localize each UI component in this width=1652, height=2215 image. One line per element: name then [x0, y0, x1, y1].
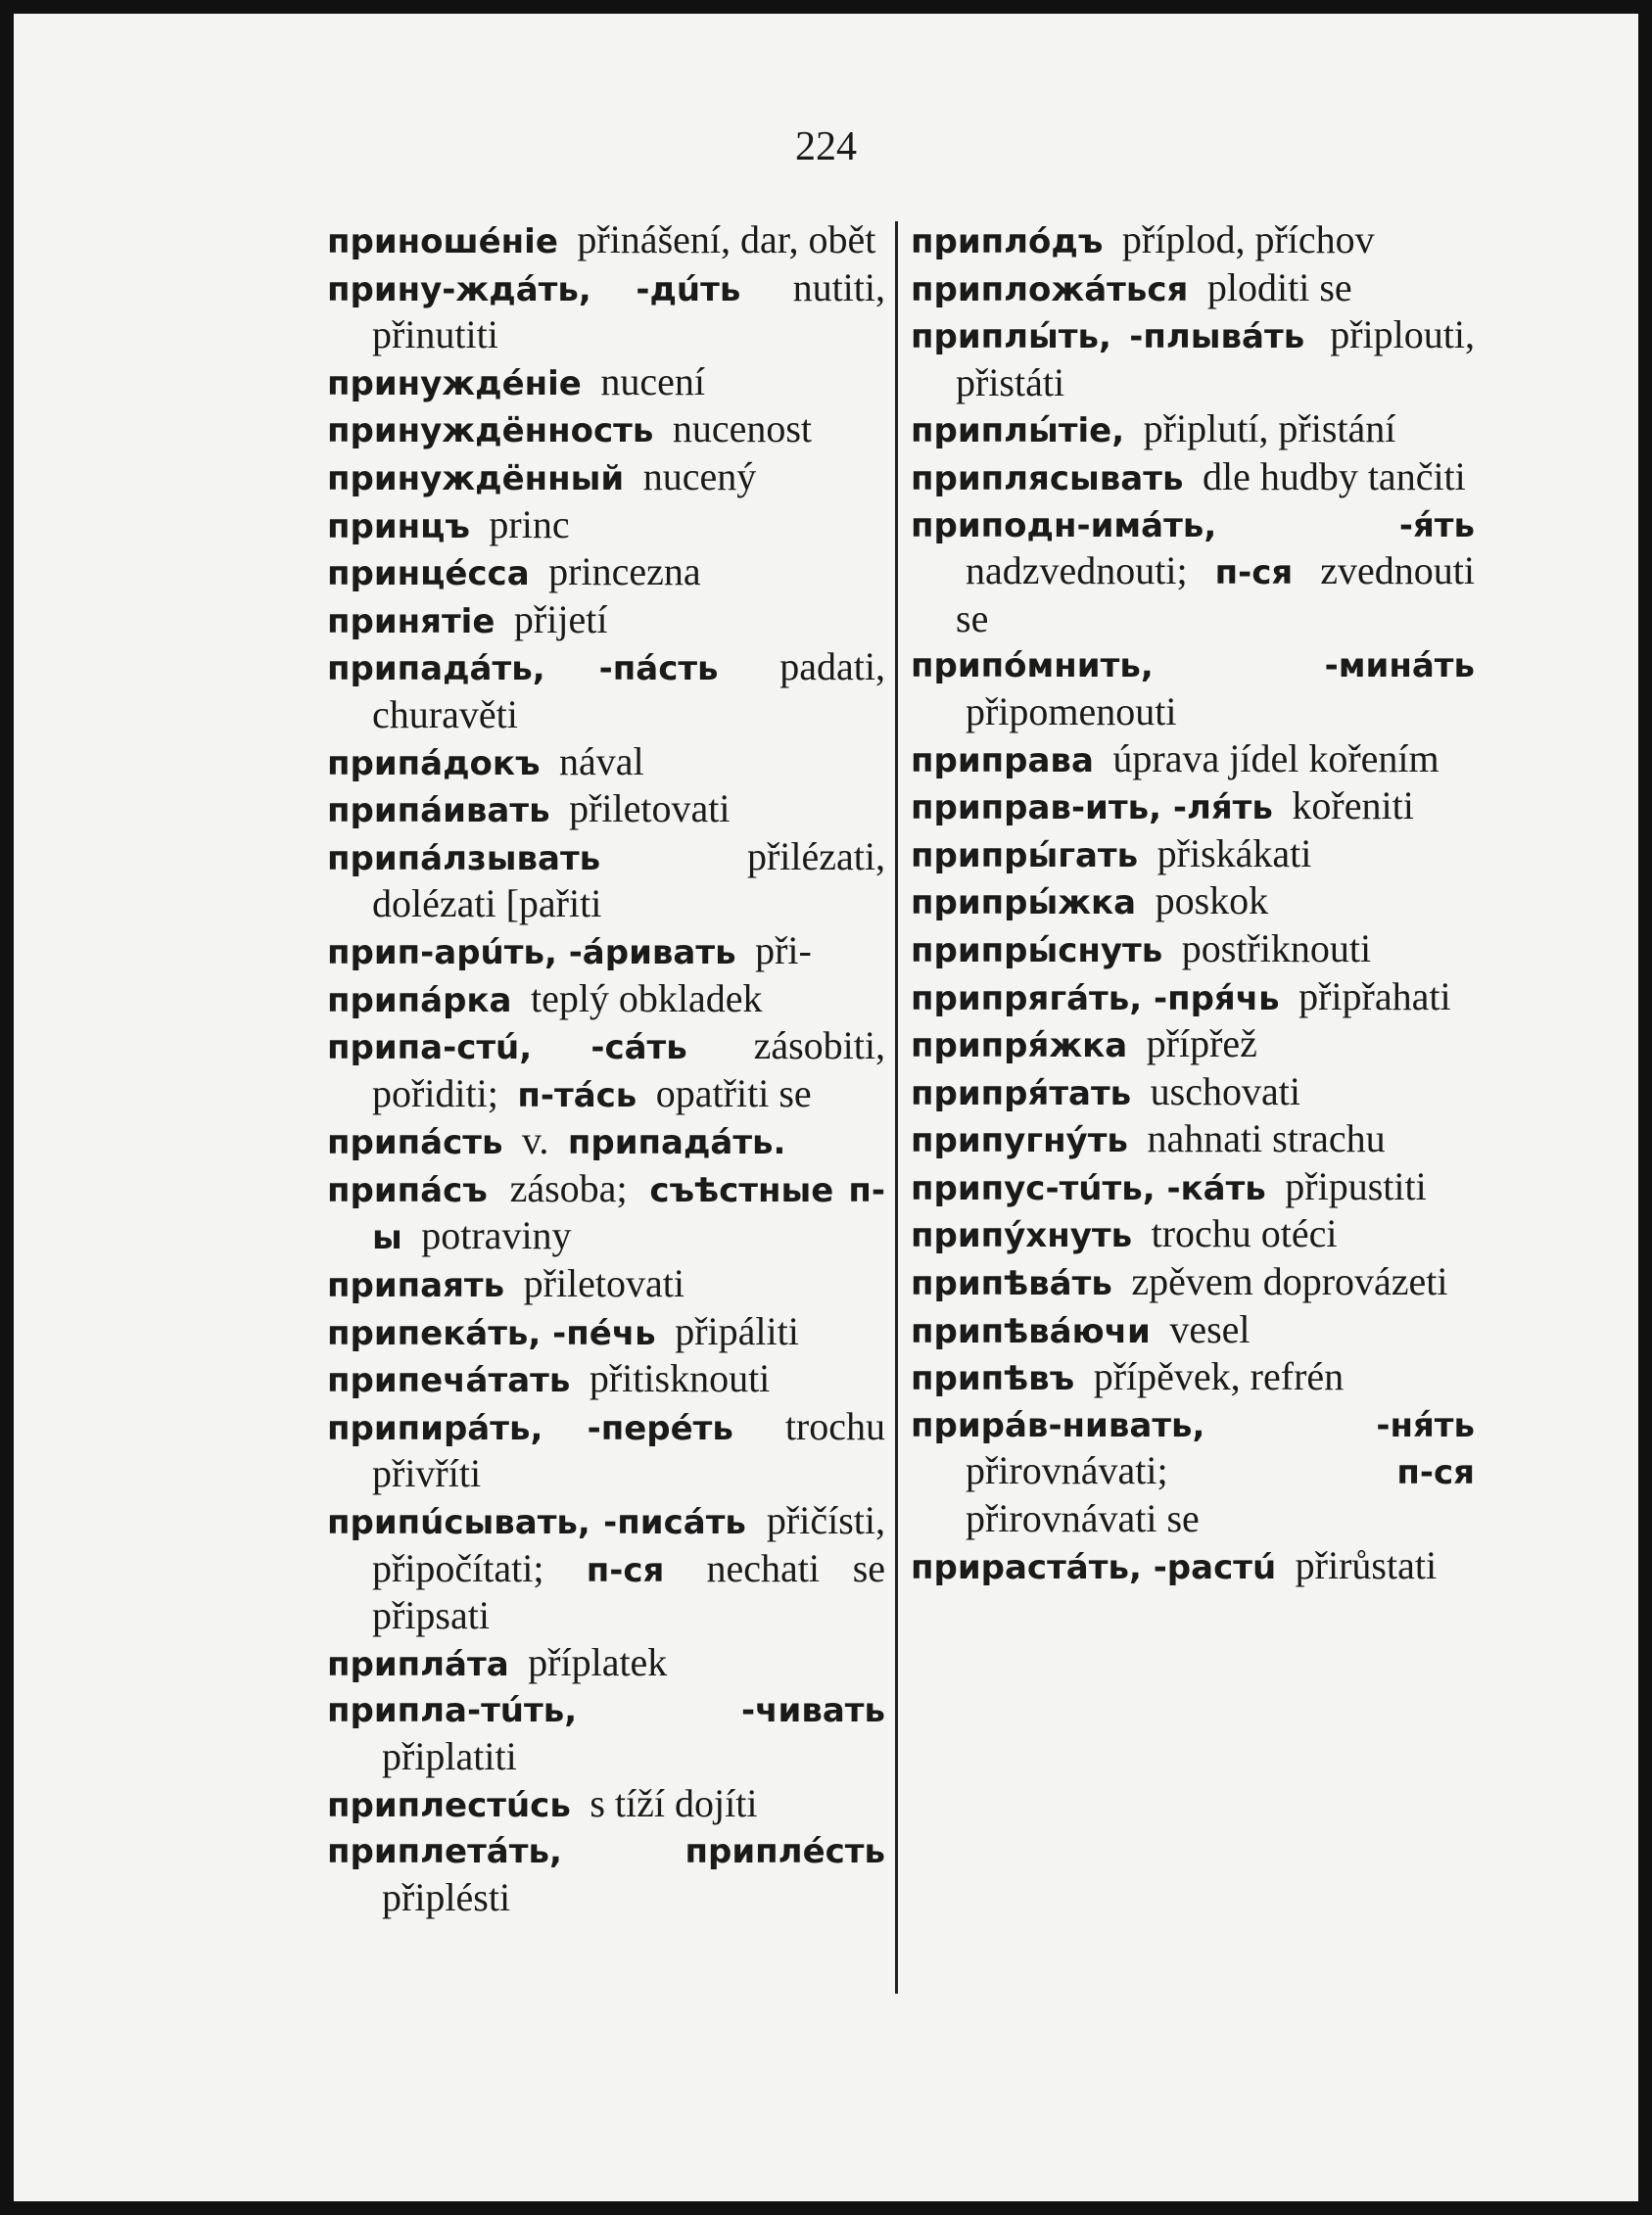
headword: припечáтать: [327, 1361, 571, 1401]
headword: припѣвáючи: [911, 1311, 1151, 1351]
dictionary-entry: [911, 783, 1475, 831]
headword: припря́жка: [911, 1026, 1128, 1066]
definition: uschovati: [1150, 1068, 1300, 1113]
definition: přinášení, dar, obět: [577, 217, 876, 261]
dictionary-entry: [911, 1259, 1475, 1307]
dictionary-entry: [327, 406, 885, 454]
dictionary-entry: [327, 597, 885, 645]
headword: принцъ: [327, 506, 470, 546]
headword: приправ-ить, -ля́ть: [911, 788, 1273, 828]
headword: припѣвъ: [911, 1359, 1075, 1399]
definition: nahnati strachu: [1147, 1116, 1386, 1161]
headword: припадáть, -пáсть: [327, 649, 719, 689]
definition: připáliti: [675, 1308, 799, 1353]
headword: припáсъ: [327, 1170, 488, 1210]
dictionary-entry: [911, 454, 1475, 502]
definition: přirovnávati se: [966, 1496, 1200, 1541]
definition: princ: [489, 501, 570, 546]
dictionary-entry: [911, 265, 1475, 313]
definition: přijetí: [513, 596, 608, 641]
headword: припáлзывать: [327, 838, 601, 878]
dictionary-entry: [327, 1166, 885, 1261]
headword: припадáть.: [567, 1123, 786, 1163]
dictionary-entry: [911, 736, 1475, 784]
dictionary-entry: [327, 1640, 885, 1688]
dictionary-entry: [327, 1687, 885, 1780]
headword: припу́хнуть: [911, 1216, 1133, 1256]
dictionary-entry: [911, 217, 1475, 265]
definition: příplod, příchov: [1121, 217, 1375, 261]
definition: ploditi se: [1206, 264, 1352, 309]
dictionary-entry: [327, 739, 885, 787]
headword: принуждённость: [327, 411, 654, 451]
definition: přičísti, připočítati;: [372, 1498, 885, 1590]
dictionary-entry: [911, 1116, 1475, 1164]
dictionary-entry: [911, 1354, 1475, 1402]
dictionary-page: [14, 14, 1638, 2201]
definition: princezna: [548, 549, 701, 594]
definition: přirovnávati;: [966, 1448, 1168, 1493]
definition: úprava jídel kořením: [1112, 735, 1440, 780]
definition: při-: [755, 927, 812, 972]
definition: příplatek: [528, 1639, 668, 1684]
headword: прину-ждáть, -дúть: [327, 269, 741, 309]
dictionary-entry: [327, 786, 885, 834]
headword: припры́жка: [911, 883, 1137, 923]
headword: приплетáть, приплéсть: [327, 1832, 885, 1872]
definition: zásobiti, pořiditi;: [372, 1023, 886, 1115]
dictionary-entry: [911, 1211, 1475, 1259]
right-column: [911, 217, 1475, 1590]
definition: připomenouti: [966, 688, 1177, 733]
headword: приплoжáться: [911, 269, 1189, 309]
definition: padati, churavěti: [372, 644, 885, 736]
definition: potraviny: [421, 1213, 572, 1258]
dictionary-entry: [327, 1781, 885, 1829]
definition: nával: [559, 738, 644, 783]
headword: п-ся: [586, 1550, 665, 1590]
definition: nechati se připsati: [372, 1545, 886, 1638]
dictionary-entry: [911, 878, 1475, 926]
headword: приплóдъ: [911, 222, 1104, 261]
definition: trochu přivříti: [372, 1403, 885, 1496]
dictionary-entry: [327, 359, 885, 407]
dictionary-entry: [911, 406, 1475, 454]
headword: припѣвáть: [911, 1264, 1112, 1304]
headword: п-ся: [1396, 1453, 1475, 1493]
definition: dle hudby tančiti: [1202, 453, 1466, 498]
dictionary-entry: [327, 549, 885, 597]
dictionary-entry: [911, 502, 1475, 643]
headword: прип-арúть, -áривать: [327, 932, 736, 972]
headword: приплы́тіе,: [911, 411, 1125, 451]
page-number: 224: [795, 124, 857, 169]
definition: přiletovati: [523, 1261, 685, 1306]
dictionary-entry: [327, 1828, 885, 1921]
dictionary-entry: [911, 1402, 1475, 1543]
definition: teplý obkladek: [530, 975, 763, 1020]
headword: припекáть, -пéчь: [327, 1313, 656, 1353]
dictionary-entry: [327, 1261, 885, 1309]
headword: принцécса: [327, 554, 530, 594]
dictionary-entry: [911, 1307, 1475, 1355]
definition: připřahati: [1298, 973, 1451, 1018]
definition: kořeniti: [1292, 783, 1414, 828]
dictionary-entry: [911, 831, 1475, 879]
dictionary-entry: [327, 265, 885, 359]
headword: принятіе: [327, 601, 496, 641]
dictionary-entry: [327, 928, 885, 976]
headword: припáсть: [327, 1123, 503, 1163]
headword: припры́гать: [911, 835, 1139, 875]
definition: přípěvek, refrén: [1093, 1354, 1345, 1399]
headword: припúсывать, -писáть: [327, 1503, 746, 1543]
definition: poskok: [1155, 878, 1269, 923]
definition: s tíží dojíti: [590, 1780, 758, 1825]
headword: припрягáть, -пря́чь: [911, 978, 1280, 1018]
headword: припры́снуть: [911, 930, 1163, 970]
headword: припáрка: [327, 980, 512, 1020]
headword: принуждённый: [327, 458, 625, 498]
definition: přirůstati: [1295, 1542, 1438, 1587]
definition: připlutí, přistání: [1143, 406, 1396, 451]
definition: zpěvem doprovázeti: [1131, 1259, 1448, 1304]
dictionary-entry: [327, 502, 885, 550]
definition: zvednouti se: [956, 548, 1475, 640]
headword: приплясывать: [911, 458, 1184, 498]
dictionary-entry: [327, 1356, 885, 1404]
dictionary-entry: [911, 312, 1475, 406]
dictionary-entry: [327, 1118, 885, 1166]
dictionary-entry: [911, 1021, 1475, 1069]
dictionary-entry: [911, 1069, 1475, 1117]
definition: v.: [521, 1118, 549, 1163]
definition: zásoba;: [509, 1165, 628, 1210]
definition: vesel: [1169, 1306, 1251, 1351]
definition: nucený: [642, 453, 757, 498]
headword: припáивать: [327, 791, 550, 831]
headword: припугну́ть: [911, 1121, 1128, 1161]
headword: п-тáсь: [517, 1075, 637, 1115]
dictionary-entry: [327, 454, 885, 502]
headword: приплестúсь: [327, 1785, 571, 1825]
definition: připlatiti: [382, 1734, 517, 1778]
headword: припа-стú, -сáть: [327, 1028, 687, 1068]
dictionary-entry: [327, 217, 885, 265]
definition: přípřež: [1146, 1021, 1257, 1066]
dictionary-entry: [911, 1543, 1475, 1591]
headword: прирáв-нивать, -ня́ть: [911, 1405, 1475, 1445]
headword: припóмнить, -минáть: [911, 646, 1475, 686]
dictionary-entry: [911, 1164, 1475, 1212]
headword: прирастáть, -растú: [911, 1547, 1277, 1587]
column-divider: [895, 221, 898, 1994]
headword: съѣстные п-ы: [372, 1170, 886, 1258]
definition: přilézati, dolézati [pařiti: [372, 833, 885, 926]
definition: postřiknouti: [1181, 925, 1372, 970]
definition: přiskákati: [1156, 830, 1312, 875]
headword: припря́тать: [911, 1073, 1132, 1113]
dictionary-entry: [327, 644, 885, 738]
headword: припла-тúть, -чивать: [327, 1691, 885, 1731]
definition: nadzvednouti;: [966, 548, 1188, 593]
headword: приправа: [911, 740, 1094, 780]
dictionary-entry: [327, 1309, 885, 1357]
headword: припус-тúть, -кáть: [911, 1168, 1266, 1208]
dictionary-entry: [911, 974, 1475, 1022]
dictionary-entry: [327, 1498, 885, 1640]
headword: припаять: [327, 1266, 505, 1306]
headword: принуждéніе: [327, 363, 582, 403]
definition: nucenost: [672, 406, 813, 451]
dictionary-entry: [327, 1023, 885, 1118]
definition: přitisknouti: [589, 1356, 771, 1401]
definition: trochu otéci: [1151, 1211, 1338, 1256]
headword: п-ся: [1214, 553, 1294, 593]
headword: приподн-имáть, -я́ть: [911, 505, 1475, 545]
definition: nucení: [600, 358, 705, 403]
left-column: [327, 217, 885, 1921]
dictionary-entry: [327, 976, 885, 1024]
definition: přiletovati: [569, 786, 731, 831]
dictionary-entry: [327, 834, 885, 928]
definition: připustiti: [1285, 1163, 1427, 1208]
headword: припирáть, -перéть: [327, 1408, 733, 1448]
headword: припáдокъ: [327, 743, 541, 783]
definition: nutiti, přinutiti: [372, 264, 886, 357]
dictionary-entry: [911, 926, 1475, 974]
headword: приплы́ть, -плывáть: [911, 317, 1305, 357]
headword: приплáта: [327, 1644, 509, 1684]
definition: opatřiti se: [655, 1070, 812, 1115]
definition: připlésti: [382, 1874, 511, 1919]
dictionary-entry: [327, 1404, 885, 1498]
dictionary-entry: [911, 642, 1475, 735]
headword: приношéніе: [327, 222, 558, 261]
definition: připlouti, přistáti: [956, 312, 1476, 404]
